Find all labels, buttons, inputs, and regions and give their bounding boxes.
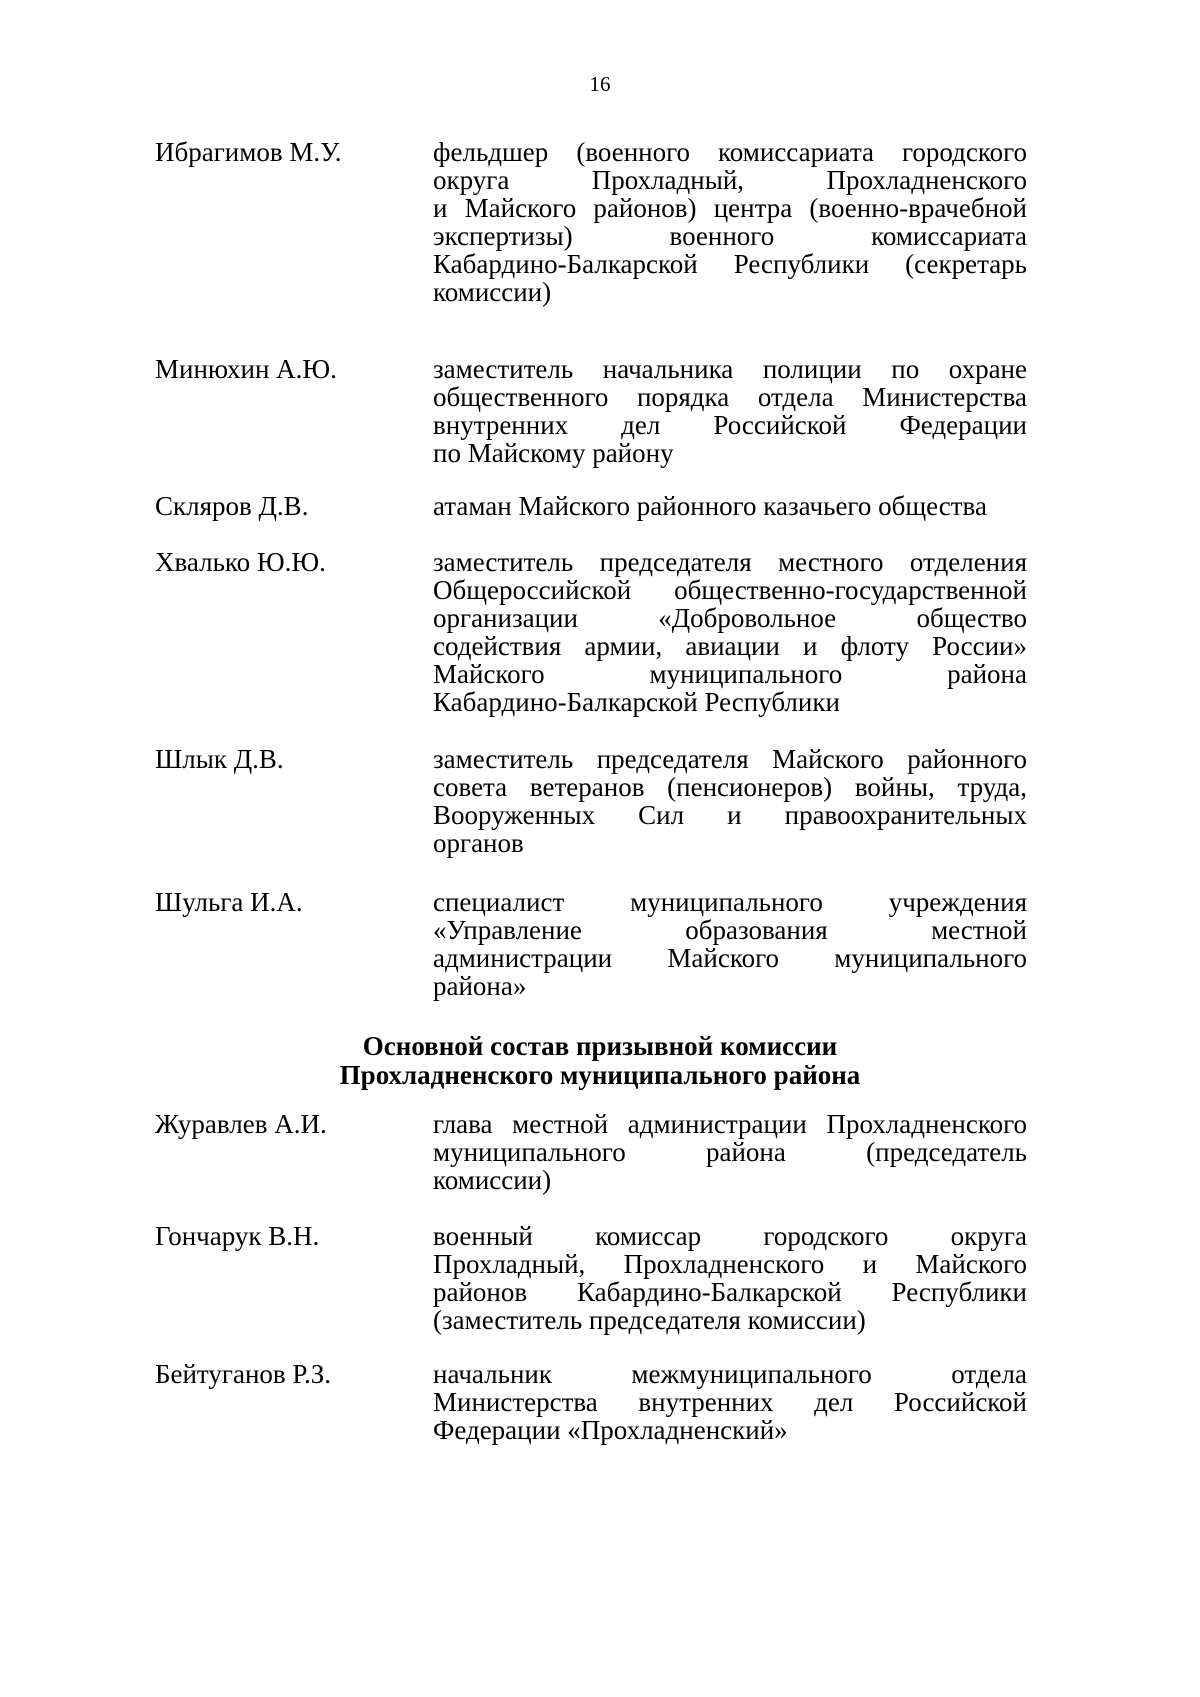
role-line: содействия армии, авиации и флоту России» — [433, 631, 1027, 661]
role-line: органов — [433, 828, 524, 858]
role-line: военный комиссар городского округа — [433, 1221, 1027, 1251]
role-line: специалист муниципального учреждения — [433, 887, 1027, 917]
section-heading-line: Основной состав призывной комиссии — [362, 1031, 838, 1061]
member-name: Скляров Д.В. — [155, 491, 309, 521]
role-line: комиссии) — [433, 277, 552, 307]
role-line: Прохладный, Прохладненского и Майского — [433, 1249, 1027, 1279]
role-line: Министерства внутренних дел Российской — [433, 1387, 1027, 1417]
member-entry — [0, 1110, 1200, 1194]
member-role — [433, 138, 1027, 306]
role-line: по Майскому району — [433, 438, 674, 468]
role-line: района» — [433, 971, 527, 1001]
member-name: Минюхин А.Ю. — [155, 354, 337, 384]
role-line: «Управление образования местной — [433, 915, 1027, 945]
member-name: Шульга И.А. — [155, 887, 303, 917]
role-line: организации «Добровольное общество — [433, 603, 1027, 633]
member-entry — [0, 355, 1200, 467]
member-name: Бейтуганов Р.З. — [155, 1359, 332, 1389]
member-role — [433, 1360, 1027, 1444]
role-line: Кабардино-Балкарской Республики — [433, 687, 840, 717]
role-line: глава местной администрации Прохладненского — [433, 1109, 1027, 1139]
member-role — [433, 548, 1027, 716]
member-name: Гончарук В.Н. — [155, 1221, 320, 1251]
role-line: фельдшер (военного комиссариата городского — [433, 137, 1027, 167]
member-role — [433, 492, 1027, 520]
member-entry — [0, 888, 1200, 1000]
role-line: общественного порядка отдела Министерства — [433, 382, 1027, 412]
role-line: (заместитель председателя комиссии) — [433, 1305, 866, 1335]
role-line: экспертизы) военного комиссариата — [433, 221, 1027, 251]
role-line: начальник межмуниципального отдела — [433, 1359, 1027, 1389]
role-line: Федерации «Прохладненский» — [433, 1415, 788, 1445]
member-role — [433, 745, 1027, 857]
role-line: совета ветеранов (пенсионеров) войны, труда, — [433, 772, 1027, 802]
role-line: Общероссийской общественно-государственной — [433, 575, 1027, 605]
role-line: округа Прохладный, Прохладненского — [433, 165, 1027, 195]
page-number: 16 — [589, 72, 611, 96]
member-entry — [0, 1222, 1200, 1334]
role-line: заместитель председателя Майского районного — [433, 744, 1027, 774]
section-heading — [0, 1032, 1200, 1090]
role-line: Майского муниципального района — [433, 659, 1027, 689]
role-line: комиссии) — [433, 1165, 552, 1195]
role-line: Вооруженных Сил и правоохранительных — [433, 800, 1027, 830]
member-entry — [0, 492, 1200, 520]
role-line: Кабардино-Балкарской Республики (секретарь — [433, 249, 1027, 279]
role-line: атаман Майского районного казачьего общества — [433, 491, 987, 521]
role-line: заместитель начальника полиции по охране — [433, 354, 1027, 384]
role-line: районов Кабардино-Балкарской Республики — [433, 1277, 1027, 1307]
member-name: Шлык Д.В. — [155, 744, 284, 774]
role-line: и Майского районов) центра (военно-врачебной — [433, 193, 1027, 223]
member-role — [433, 355, 1027, 467]
member-name: Хвалько Ю.Ю. — [155, 547, 326, 577]
role-line: администрации Майского муниципального — [433, 943, 1027, 973]
member-role — [433, 1222, 1027, 1334]
member-name: Ибрагимов М.У. — [155, 137, 342, 167]
member-entry — [0, 745, 1200, 857]
member-entry — [0, 138, 1200, 306]
member-name: Журавлев А.И. — [155, 1109, 327, 1139]
member-role — [433, 1110, 1027, 1194]
member-entry — [0, 1360, 1200, 1444]
member-role — [433, 888, 1027, 1000]
role-line: заместитель председателя местного отделения — [433, 547, 1027, 577]
role-line: внутренних дел Российской Федерации — [433, 410, 1027, 440]
role-line: муниципального района (председатель — [433, 1137, 1027, 1167]
member-entry — [0, 548, 1200, 716]
section-heading-line: Прохладненского муниципального района — [339, 1060, 861, 1090]
